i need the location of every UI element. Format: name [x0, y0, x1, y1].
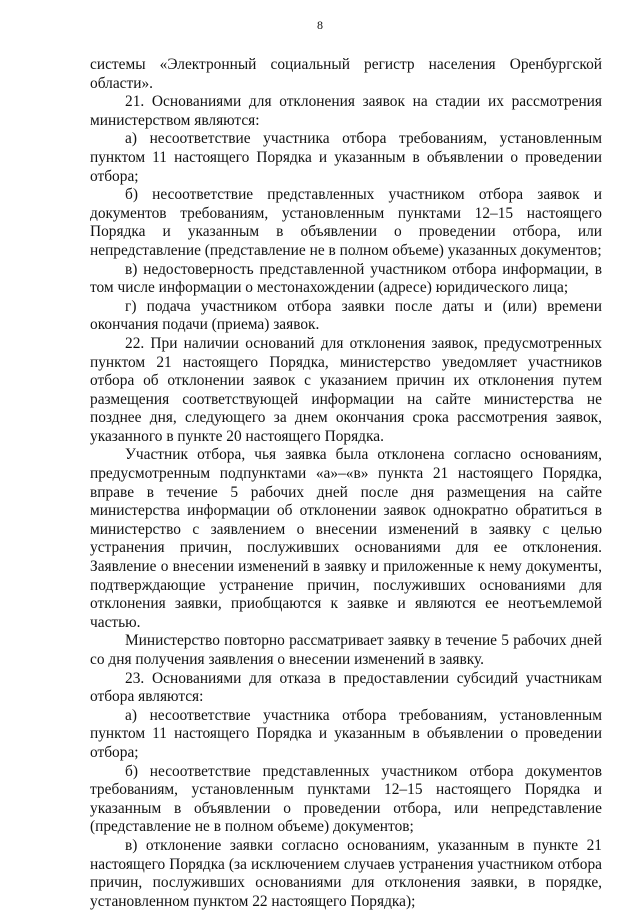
page-number: 8: [317, 18, 323, 32]
paragraph-clause-22-participant: Участник отбора, чья заявка была отклонена согласно основаниям, предусмотренным подпунктами «а»–«в» пункта 21 настоящего Порядка, вправе в течение 5 рабочих дней после дня размещения на сайте министерства информации об отклонении заявок однократно обратиться в министерство с заявлением о внесении изменений в заявку с целью устранения причин, послуживших основаниями для ее отклонения. Заявление о внесении изменений в заявку и приложенные к нему документы, подтверждающие устранение причин, послуживших основаниями для отклонения заявки, приобщаются к заявке и являются ее неотъемлемой частью.: [90, 446, 602, 631]
paragraph-clause-21-b: б) несоответствие представленных участником отбора заявок и документов требованиям, установленным пунктами 12–15 настоящего Порядка и указанным в объявлении о проведении отбора, или непредставление (представление не в полном объеме) указанных документов;: [90, 186, 602, 259]
paragraph-clause-21-v: в) недостоверность представленной участником отбора информации, в том числе информации о местонахождении (адресе) юридического лица;: [90, 260, 602, 297]
paragraph-clause-23-a: а) несоответствие участника отбора требованиям, установленным пунктом 11 настоящего Порядка и указанным в объявлении о проведении отбора;: [90, 706, 602, 761]
paragraph-clause-21: 21. Основаниями для отклонения заявок на стадии их рассмотрения министерством являются:: [90, 93, 602, 129]
paragraph-clause-23: 23. Основаниями для отказа в предоставлении субсидий участникам отбора являются:: [90, 669, 602, 706]
paragraph-clause-21-a: а) несоответствие участника отбора требованиям, установленным пунктом 11 настоящего Порядка и указанным в объявлении о проведении отбора;: [90, 130, 602, 185]
paragraph-clause-23-b: б) несоответствие представленных участником отбора документов требованиям, установленным пунктами 12–15 настоящего Порядка и указанным в объявлении о проведении отбора, или непредставление (представление не в полном объеме) документов;: [90, 762, 602, 836]
paragraph-clause-22: 22. При наличии оснований для отклонения заявок, предусмотренных пунктом 21 настоящего Порядка, министерство уведомляет участников отбора об отклонении заявок с указанием причин их отклонения путем размещения соответствующей информации на сайте министерства не позднее дня, следующего за днем окончания срока рассмотрения заявок, указанного в пункте 20 настоящего Порядка.: [90, 334, 602, 445]
paragraph-clause-21-g: г) подача участником отбора заявки после даты и (или) времени окончания подачи (приема) заявок.: [90, 297, 602, 334]
paragraph-clause-23-v: в) отклонение заявки согласно основаниям, указанным в пункте 21 настоящего Порядка (за исключением случаев устранения участником отбора причин, послуживших основаниями для отклонения заявки, в порядке, установленном пунктом 22 настоящего Порядка);: [90, 836, 602, 910]
paragraph-continuation: системы «Электронный социальный регистр населения Оренбургской области».: [90, 56, 602, 92]
paragraph-clause-22-ministry: Министерство повторно рассматривает заявку в течение 5 рабочих дней со дня получения заявления о внесении изменений в заявку.: [90, 632, 602, 668]
document-body: [90, 56, 602, 911]
